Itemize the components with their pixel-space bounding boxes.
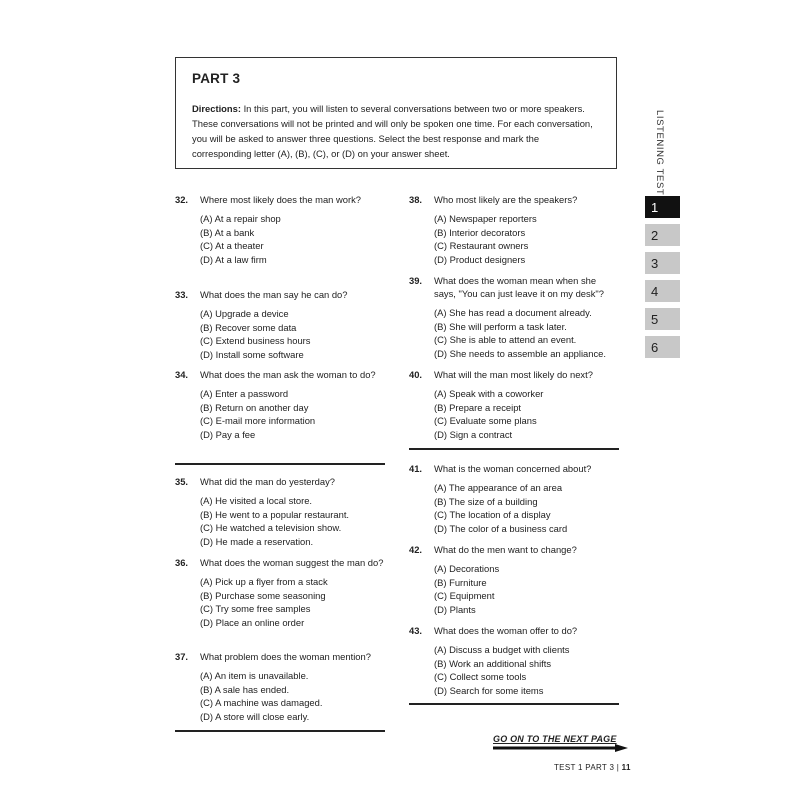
- option-b: (B) Prepare a receipt: [434, 401, 522, 413]
- option-a: (A) At a repair shop: [200, 213, 281, 224]
- question-number: 32.: [175, 194, 189, 205]
- question-number: 38.: [409, 194, 423, 205]
- option-d: (D) Search for some items: [434, 684, 544, 696]
- question-number: 36.: [175, 557, 189, 568]
- option-d: (D) Place an online order: [200, 616, 305, 628]
- option-d: (D) He made a reservation.: [200, 535, 314, 547]
- option-d: (D) Install some software: [200, 348, 304, 360]
- option-a: (A) Enter a password: [200, 388, 289, 399]
- question-text: What does the man say he can do?: [200, 289, 348, 300]
- question-32: [175, 193, 385, 266]
- option-b: (B) A sale has ended.: [200, 683, 290, 695]
- option-c: (C) Extend business hours: [200, 335, 311, 346]
- tab-part-6[interactable]: 6: [645, 336, 680, 358]
- page-number: 11: [621, 763, 631, 772]
- question-number: 42.: [409, 544, 423, 555]
- option-b: (B) She will perform a task later.: [434, 320, 567, 332]
- option-a: (A) Discuss a budget with clients: [434, 644, 570, 655]
- right-arrow-icon: [493, 744, 628, 752]
- tab-part-3[interactable]: 3: [645, 252, 680, 274]
- option-d: (D) She needs to assemble an appliance.: [434, 347, 606, 359]
- option-d: (D) Sign a contract: [434, 428, 513, 440]
- question-number: 35.: [175, 476, 189, 487]
- question-43: [409, 624, 619, 697]
- option-b: (B) Purchase some seasoning: [200, 589, 326, 601]
- option-c: (C) He watched a television show.: [200, 522, 342, 533]
- option-b: (B) He went to a popular restaurant.: [200, 508, 350, 520]
- question-number: 33.: [175, 289, 189, 300]
- option-d: (D) Pay a fee: [200, 428, 256, 440]
- option-c: (C) Restaurant owners: [434, 240, 529, 251]
- tab-part-4[interactable]: 4: [645, 280, 680, 302]
- question-text: What problem does the woman mention?: [200, 651, 371, 662]
- directions-paragraph: [192, 101, 601, 161]
- question-text: What does the woman suggest the man do?: [200, 557, 384, 568]
- page-footer: [554, 763, 631, 772]
- question-33: [175, 288, 385, 361]
- option-c: (C) E-mail more information: [200, 415, 316, 426]
- option-c: (C) Equipment: [434, 590, 495, 601]
- directions-text: In this part, you will listen to several conversations between two or more speakers. These conversations will not be printed and will only be spoken one time. For each conversation, you will be asked to answer three questions. Select the best response and mark the corresponding letter (A), (B), (C), or (D) on your answer sheet.: [192, 103, 593, 159]
- option-b: (B) Recover some data: [200, 321, 297, 333]
- set-divider: [409, 703, 619, 705]
- option-d: (D) At a law firm: [200, 253, 267, 265]
- question-38: [409, 193, 619, 266]
- option-b: (B) Interior decorators: [434, 226, 526, 238]
- go-on-next-page[interactable]: GO ON TO THE NEXT PAGE: [493, 734, 617, 744]
- tab-part-1[interactable]: 1: [645, 196, 680, 218]
- question-text: What does the woman offer to do?: [434, 625, 578, 636]
- option-c: (C) Evaluate some plans: [434, 415, 537, 426]
- question-text: Where most likely does the man work?: [200, 194, 362, 205]
- question-text: What does the man ask the woman to do?: [200, 369, 376, 380]
- set-divider: [175, 730, 385, 732]
- option-d: (D) The color of a business card: [434, 522, 568, 534]
- question-text: What is the woman concerned about?: [434, 463, 592, 474]
- option-a: (A) She has read a document already.: [434, 307, 592, 318]
- option-c: (C) The location of a display: [434, 509, 551, 520]
- directions-label: Directions:: [192, 103, 241, 114]
- option-c: (C) She is able to attend an event.: [434, 334, 577, 345]
- question-number: 39.: [409, 275, 423, 286]
- question-39: [409, 274, 619, 360]
- question-35: [175, 475, 385, 548]
- question-36: [175, 556, 385, 629]
- question-42: [409, 543, 619, 616]
- option-b: (B) Return on another day: [200, 401, 309, 413]
- question-41: [409, 462, 619, 535]
- question-text: Who most likely are the speakers?: [434, 194, 578, 205]
- directions-box: [175, 57, 617, 169]
- part-title: PART 3: [192, 71, 241, 86]
- option-a: (A) Speak with a coworker: [434, 388, 544, 399]
- set-divider: [175, 463, 385, 465]
- side-section-label: LISTENING TEST: [654, 110, 665, 196]
- tab-part-5[interactable]: 5: [645, 308, 680, 330]
- option-b: (B) Work an additional shifts: [434, 657, 552, 669]
- question-40: [409, 368, 619, 441]
- option-c: (C) Try some free samples: [200, 603, 311, 614]
- option-a: (A) The appearance of an area: [434, 482, 563, 493]
- question-34: [175, 368, 385, 441]
- question-text: What will the man most likely do next?: [434, 369, 593, 380]
- option-d: (D) Product designers: [434, 253, 526, 265]
- question-text: What does the woman mean when she says, "You can just leave it on my desk"?: [434, 275, 604, 299]
- option-b: (B) Furniture: [434, 576, 487, 588]
- option-c: (C) Collect some tools: [434, 671, 527, 682]
- option-d: (D) Plants: [434, 603, 476, 615]
- question-number: 43.: [409, 625, 423, 636]
- question-number: 41.: [409, 463, 423, 474]
- option-d: (D) A store will close early.: [200, 710, 310, 722]
- option-a: (A) He visited a local store.: [200, 495, 313, 506]
- tab-part-2[interactable]: 2: [645, 224, 680, 246]
- question-text: What did the man do yesterday?: [200, 476, 335, 487]
- question-number: 40.: [409, 369, 423, 380]
- set-divider: [409, 448, 619, 450]
- question-text: What do the men want to change?: [434, 544, 577, 555]
- option-a: (A) Newspaper reporters: [434, 213, 537, 224]
- option-c: (C) At a theater: [200, 240, 264, 251]
- question-number: 34.: [175, 369, 189, 380]
- option-a: (A) Upgrade a device: [200, 308, 289, 319]
- part-tabs: [645, 196, 680, 364]
- option-a: (A) Decorations: [434, 563, 500, 574]
- option-c: (C) A machine was damaged.: [200, 697, 323, 708]
- footer-section: TEST 1 PART 3 |: [554, 763, 620, 772]
- option-a: (A) An item is unavailable.: [200, 670, 309, 681]
- question-37: [175, 650, 385, 723]
- option-b: (B) At a bank: [200, 226, 255, 238]
- option-b: (B) The size of a building: [434, 495, 538, 507]
- option-a: (A) Pick up a flyer from a stack: [200, 576, 328, 587]
- question-number: 37.: [175, 651, 189, 662]
